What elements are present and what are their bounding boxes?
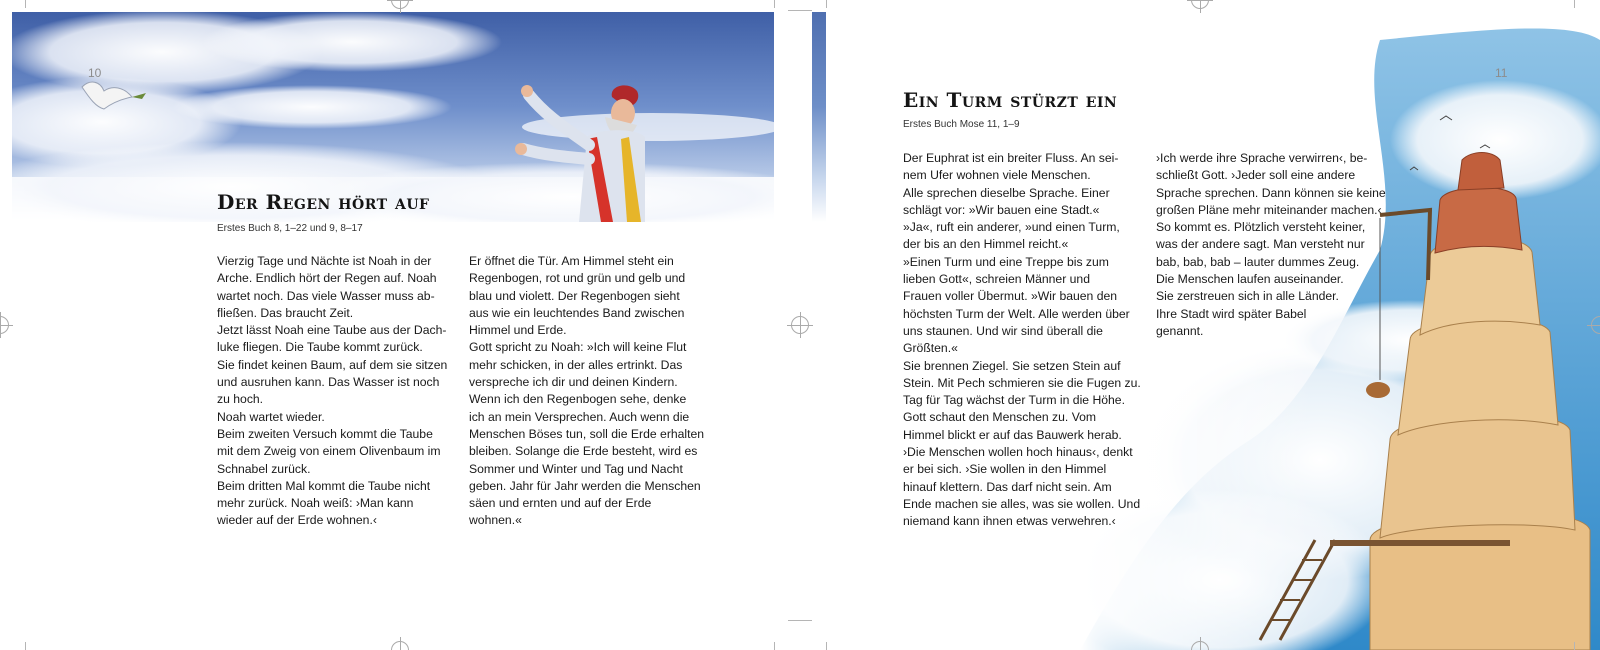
- text-line: wartet noch. Das viele Wasser muss ab-: [217, 288, 435, 303]
- text-line: schlägt vor: »Wir bauen eine Stadt.«: [903, 202, 1100, 217]
- crop-mark: [774, 0, 775, 8]
- text-line: So kommt es. Plötzlich versteht keiner,: [1156, 220, 1366, 235]
- text-line: blau und violett. Der Regenbogen sieht: [469, 288, 680, 303]
- text-line: Arche. Endlich hört der Regen auf. Noah: [217, 271, 437, 286]
- text-line: Schnabel zurück.: [217, 461, 311, 476]
- text-line: Noah wartet wieder.: [217, 409, 325, 424]
- text-line: wohnen.«: [469, 513, 522, 528]
- crop-mark: [1574, 642, 1575, 650]
- text-line: verspreche ich dir und deinen Kindern.: [469, 375, 678, 390]
- text-line: Himmel und Erde.: [469, 323, 567, 338]
- story-title-left: Der Regen hört auf: [217, 190, 430, 214]
- crop-mark: [1574, 0, 1575, 8]
- crop-mark: [25, 642, 26, 650]
- text-line: höchsten Turm der Welt. Alle werden über: [903, 306, 1130, 321]
- text-line: Er öffnet die Tür. Am Himmel steht ein: [469, 254, 674, 268]
- text-line: schließt Gott. ›Jeder soll eine andere: [1156, 168, 1356, 183]
- crop-mark: [826, 0, 827, 8]
- text-line: Beim zweiten Versuch kommt die Taube: [217, 426, 433, 441]
- text-line: Alle sprechen dieselbe Sprache. Einer: [903, 185, 1110, 200]
- text-line: Ihre Stadt wird später Babel: [1156, 306, 1307, 321]
- page-number-left: 10: [88, 66, 102, 80]
- text-column-right-1: [903, 150, 1143, 531]
- text-line: Tag für Tag wächst der Turm in die Höhe.: [903, 393, 1125, 408]
- text-line: ich an mein Versprechen. Auch wenn die: [469, 409, 690, 424]
- text-line: lieben Gott«, schreien Männer und: [903, 272, 1090, 287]
- text-line: genannt.: [1156, 323, 1204, 338]
- text-line: ›Die Menschen wollen hoch hinaus‹, denkt: [903, 445, 1133, 460]
- crop-mark: [788, 620, 812, 621]
- text-line: bleiben. Solange die Erde besteht, wird es: [469, 444, 698, 459]
- text-line: ›Ich werde ihre Sprache verwirren‹, be-: [1156, 151, 1368, 165]
- text-line: Gott schaut den Menschen zu. Vom: [903, 410, 1097, 425]
- text-line: bab, bab, bab – lauter dummes Zeug.: [1156, 254, 1360, 269]
- sky-edge-strip: [812, 12, 826, 222]
- text-line: Frauen voller Übermut. »Wir bauen den: [903, 289, 1118, 304]
- text-line: zu hoch.: [217, 392, 264, 407]
- text-line: er bei sich. ›Sie wollen in den Himmel: [903, 462, 1107, 477]
- crop-mark: [826, 642, 827, 650]
- text-line: Menschen Böses tun, soll die Erde erhalten: [469, 426, 705, 441]
- text-line: Stein. Mit Pech schmieren sie die Fugen zu.: [903, 375, 1141, 390]
- text-line: Sie brennen Ziegel. Sie setzen Stein auf: [903, 358, 1121, 373]
- text-line: Der Euphrat ist ein breiter Fluss. An sei-: [903, 151, 1119, 165]
- text-column-left-1: [217, 253, 457, 530]
- text-line: säen und ernten und auf der Erde: [469, 496, 652, 511]
- text-line: Beim dritten Mal kommt die Taube nicht: [217, 478, 431, 493]
- text-line: mehr zurück. Noah weiß: ›Man kann: [217, 496, 414, 511]
- text-line: und ausruhen kann. Das Wasser ist noch: [217, 375, 440, 390]
- text-column-left-2: [469, 253, 709, 530]
- text-column-right-2: [1156, 150, 1396, 340]
- scripture-reference-left: Erstes Buch 8, 1–22 und 9, 8–17: [217, 223, 363, 234]
- text-line: »Einen Turm und eine Treppe bis zum: [903, 254, 1109, 269]
- text-line: Sommer und Winter und Tag und Nacht: [469, 461, 683, 476]
- page-number-right: 11: [1495, 66, 1508, 80]
- crop-mark: [774, 642, 775, 650]
- text-line: uns staunen. Und wir sind überall die: [903, 323, 1103, 338]
- text-line: wieder auf der Erde wohnen.‹: [217, 513, 377, 528]
- text-line: luke fliegen. Die Taube kommt zurück.: [217, 340, 423, 355]
- text-line: fließen. Das braucht Zeit.: [217, 305, 354, 320]
- story-title-right: Ein Turm stürzt ein: [903, 88, 1118, 112]
- text-line: Gott spricht zu Noah: »Ich will keine Flut: [469, 340, 687, 355]
- text-line: geben. Jahr für Jahr werden die Menschen: [469, 478, 701, 493]
- text-line: Größten.«: [903, 341, 958, 356]
- text-line: mit dem Zweig von einem Olivenbaum im: [217, 444, 441, 459]
- text-line: großen Pläne mehr miteinander machen.‹: [1156, 202, 1382, 217]
- text-line: Regenbogen, rot und grün und gelb und: [469, 271, 686, 286]
- text-line: »Ja«, ruft ein anderer, »und einen Turm,: [903, 220, 1120, 235]
- text-line: mehr schicken, in der alles ertrinkt. Das: [469, 357, 683, 372]
- text-line: nem Ufer wohnen viele Menschen.: [903, 168, 1091, 183]
- text-line: Jetzt lässt Noah eine Taube aus der Dach-: [217, 323, 447, 338]
- registration-mark: [791, 316, 809, 334]
- text-line: Wenn ich den Regenbogen sehe, denke: [469, 392, 687, 407]
- text-line: der bis an den Himmel reicht.«: [903, 237, 1069, 252]
- text-line: hinauf klettern. Das darf nicht sein. Am: [903, 479, 1112, 494]
- scripture-reference-right: Erstes Buch Mose 11, 1–9: [903, 119, 1020, 130]
- crop-mark: [788, 10, 812, 11]
- text-line: aus wie ein leuchtendes Band zwischen: [469, 305, 685, 320]
- text-line: was der andere sagt. Man versteht nur: [1156, 237, 1365, 252]
- text-line: Vierzig Tage und Nächte ist Noah in der: [217, 254, 432, 268]
- text-line: Sie zerstreuen sich in alle Länder.: [1156, 289, 1339, 304]
- text-line: niemand kann ihnen etwas verwehren.‹: [903, 514, 1116, 529]
- text-line: Die Menschen laufen auseinander.: [1156, 272, 1344, 287]
- crop-mark: [25, 0, 26, 8]
- text-line: Sprache sprechen. Dann können sie keine: [1156, 185, 1386, 200]
- text-line: Ende machen sie alles, was sie wollen. Und: [903, 496, 1141, 511]
- text-line: Sie findet keinen Baum, auf dem sie sitzen: [217, 357, 448, 372]
- text-line: Himmel blickt er auf das Bauwerk herab.: [903, 427, 1122, 442]
